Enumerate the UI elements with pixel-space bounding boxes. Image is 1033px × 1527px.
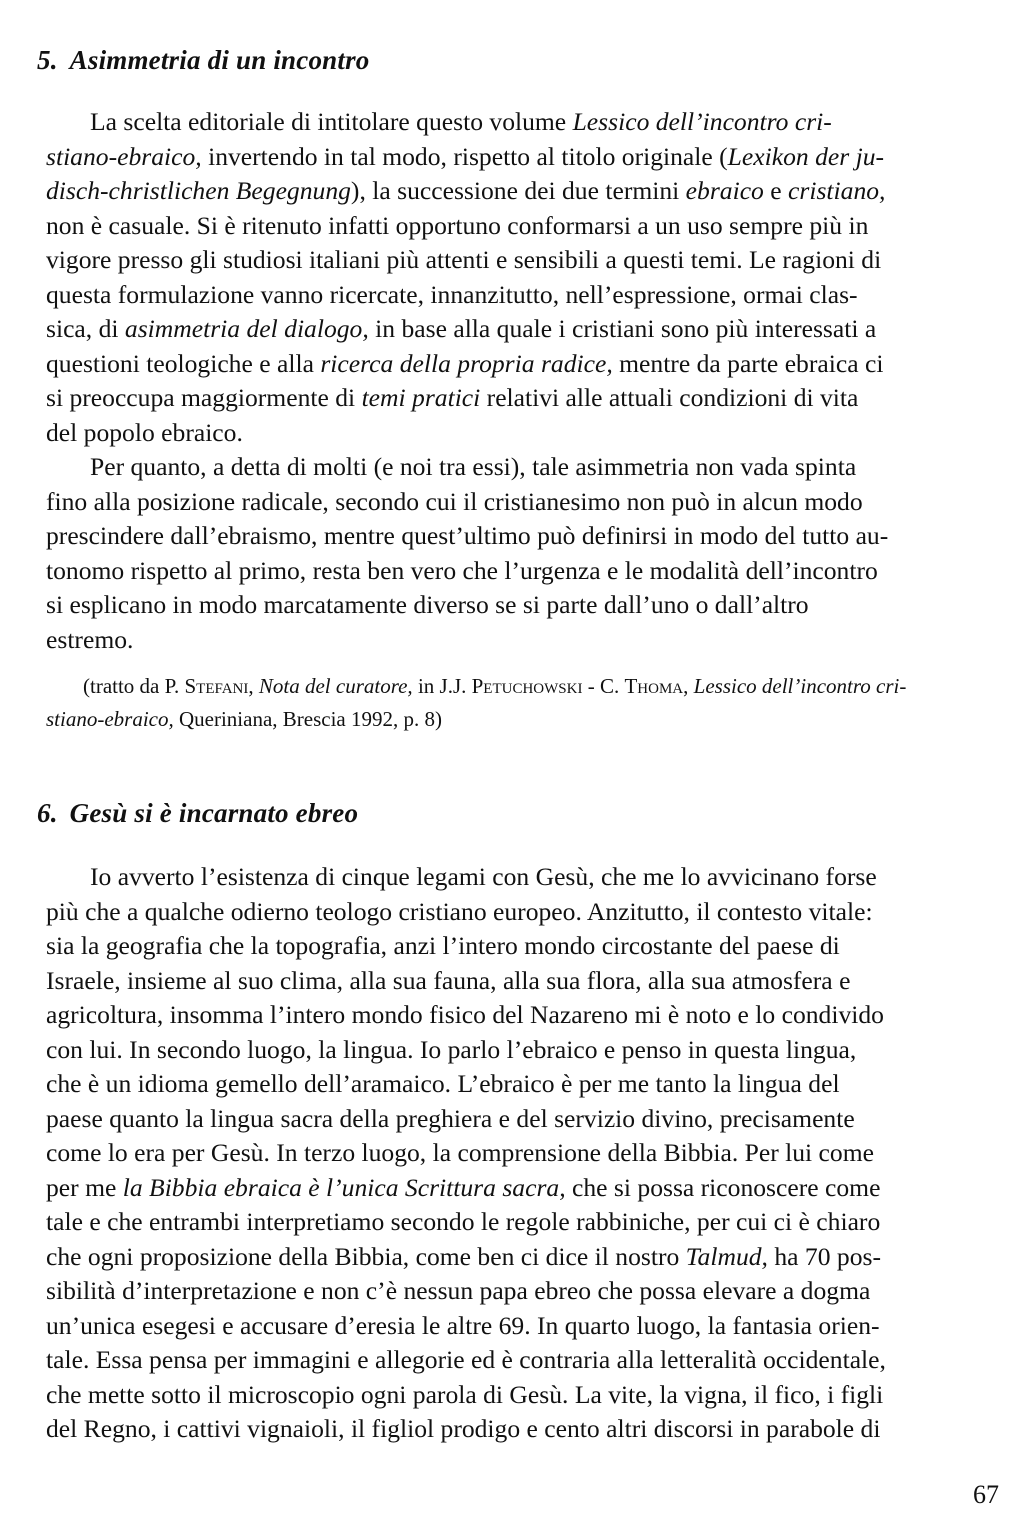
section-5-number: 5. <box>37 45 58 75</box>
text-line: tale. Essa pensa per immagini e allegorie ed è contraria alla letteralità occidentale, <box>46 1345 886 1374</box>
section-6-paragraph-1 <box>46 860 990 1447</box>
text-line: tale e che entrambi interpretiamo secondo le regole rabbiniche, per cui ci è chiaro <box>46 1207 881 1236</box>
text-line: Israele, insieme al suo clima, alla sua fauna, alla sua flora, alla sua atmosfera e <box>46 965 851 995</box>
text-line: tonomo rispetto al primo, resta ben vero che l’urgenza e le modalità dell’incontro <box>46 555 878 585</box>
page-number: 67 <box>973 1480 999 1509</box>
text-line: paese quanto la lingua sacra della preghiera e del servizio divino, precisamente <box>46 1103 855 1133</box>
text-line: un’unica esegesi e accusare d’eresia le altre 69. In quarto luogo, la fantasia orien- <box>46 1310 880 1340</box>
citation-line: (tratto da P. Stefani, Nota del curatore, in J.J. Petuchowski - C. Thoma, Lessico dell’incontro cri- <box>83 674 907 698</box>
text-line: stiano-ebraico, invertendo in tal modo, rispetto al titolo originale (Lexikon der ju- <box>46 141 885 171</box>
text-line: che è un idioma gemello dell’aramaico. L’ebraico è per me tanto la lingua del <box>46 1069 840 1098</box>
italic-text: temi pratici <box>361 383 481 412</box>
text-line: sica, di asimmetria del dialogo, in base alla quale i cristiani sono più interessati a <box>46 314 877 343</box>
text-line: che mette sotto il microscopio ogni parola di Gesù. La vite, la vigna, il fico, i figli <box>46 1379 884 1409</box>
text-line: estremo. <box>46 624 134 654</box>
italic-text: ebraico <box>685 176 764 205</box>
text-line: Per quanto, a detta di molti (e noi tra essi), tale asimmetria non vada spinta <box>90 452 857 481</box>
text-line: La scelta editoriale di intitolare questo volume Lessico dell’incontro cri- <box>90 107 832 136</box>
text-line: più che a qualche odierno teologo cristiano europeo. Anzitutto, il contesto vitale: <box>46 896 873 926</box>
text-line: con lui. In secondo luogo, la lingua. Io parlo l’ebraico e penso in questa lingua, <box>46 1034 857 1064</box>
text-line: Io avverto l’esistenza di cinque legami con Gesù, che me lo avvicinano forse <box>90 862 877 891</box>
text-line: per me la Bibbia ebraica è l’unica Scrittura sacra, che si possa riconoscere come <box>46 1172 881 1202</box>
italic-text: Lessico dell’incontro cri- <box>693 674 907 698</box>
italic-text: Lexikon der ju- <box>727 141 885 171</box>
text-line: sia la geografia che la topografia, anzi l’intero mondo circostante del paese di <box>46 931 840 960</box>
italic-text: Nota del curatore, <box>258 674 413 698</box>
italic-text: Talmud, <box>685 1241 768 1271</box>
text-line: si preoccupa maggiormente di temi pratici relativi alle attuali condizioni di vita <box>46 383 859 412</box>
section-6-title: Gesù si è incarnato ebreo <box>69 798 359 828</box>
text-line: disch-christlichen Begegnung), la successione dei due termini ebraico e cristiano, <box>46 176 886 205</box>
italic-text: disch-christlichen Begegnung <box>46 176 351 205</box>
italic-text: stiano-ebraico, <box>46 707 174 731</box>
text-line: si esplicano in modo marcatamente diverso se si parte dall’uno o dall’altro <box>46 590 809 619</box>
text-line: questa formulazione vanno ricercate, innanzitutto, nell’espressione, ormai clas- <box>46 279 858 309</box>
text-line: questioni teologiche e alla ricerca della propria radice, mentre da parte ebraica ci <box>46 348 884 378</box>
italic-text: la Bibbia ebraica è l’unica Scrittura sacra, <box>122 1172 566 1202</box>
text-line: come lo era per Gesù. In terzo luogo, la comprensione della Bibbia. Per lui come <box>46 1138 874 1167</box>
italic-text: ricerca della propria radice, <box>320 348 613 378</box>
text-line: non è casuale. Si è ritenuto infatti opportuno conformarsi a un uso sempre più in <box>46 210 869 240</box>
citation-line: stiano-ebraico, Queriniana, Brescia 1992, p. 8) <box>46 707 442 731</box>
source-citation <box>46 670 990 736</box>
section-5-paragraph-1 <box>46 105 990 450</box>
text-line: sibilità d’interpretazione e non c’è nessun papa ebreo che possa elevare a dogma <box>46 1276 871 1305</box>
text-line: prescindere dall’ebraismo, mentre quest’ultimo può definirsi in modo del tutto au- <box>46 521 889 550</box>
section-5-heading <box>37 44 369 76</box>
italic-text: stiano-ebraico, <box>46 141 202 171</box>
text-line: fino alla posizione radicale, secondo cui il cristianesimo non può in alcun modo <box>46 486 863 516</box>
text-line: vigore presso gli studiosi italiani più attenti e sensibili a questi temi. Le ragioni di <box>46 245 882 274</box>
text-line: del Regno, i cattivi vignaioli, il figliol prodigo e cento altri discorsi in parabole di <box>46 1414 881 1443</box>
italic-text: Lessico dell’incontro cri- <box>572 107 832 136</box>
text-line: del popolo ebraico. <box>46 417 243 447</box>
section-5-paragraph-2 <box>46 450 990 657</box>
section-6-heading <box>37 797 358 829</box>
author-name: Stefani <box>184 674 249 698</box>
author-name: Thoma <box>624 674 684 698</box>
italic-text: cristiano, <box>788 176 886 205</box>
text-line: agricoltura, insomma l’intero mondo fisico del Nazareno mi è noto e lo condivido <box>46 1000 884 1029</box>
section-5-title: Asimmetria di un incontro <box>69 45 370 75</box>
section-6-number: 6. <box>37 798 58 828</box>
italic-text: asimmetria del dialogo, <box>124 314 369 343</box>
text-line: che ogni proposizione della Bibbia, come ben ci dice il nostro Talmud, ha 70 pos- <box>46 1241 881 1271</box>
author-name: Petuchowski <box>471 674 583 698</box>
